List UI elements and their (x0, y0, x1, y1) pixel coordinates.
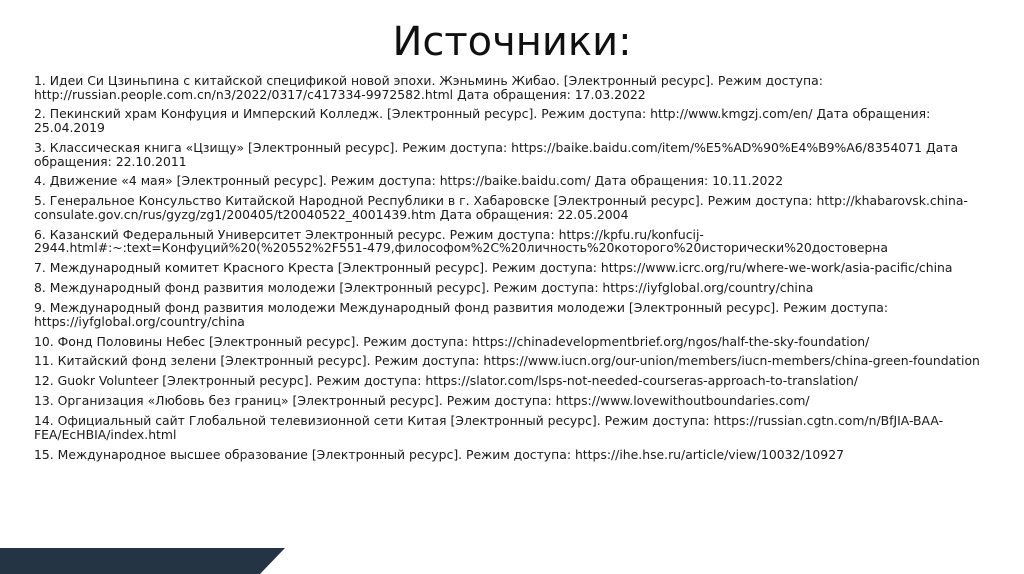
reference-item-12: 12. Guokr Volunteer [Электронный ресурс]. Режим доступа: https://slator.com/lsps-not-needed-courseras-approach-to-translation/ (34, 373, 859, 389)
reference-item-10: 10. Фонд Половины Небес [Электронный ресурс]. Режим доступа: https://chinadevelopmentbrief.org/ngos/half-the-sky-foundation/ (34, 333, 870, 349)
reference-item-5: 5. Генеральное Консульство Китайской Народной Республики в г. Хабаровске [Электронный ресурс]. Режим доступа: http://khabarovsk.china-consulate.gov.cn/rus/gyzg/zg1/200405/t20040522_4001439.htm Дата обращения: 22.05.2004 (34, 193, 968, 222)
corner-accent-shape (0, 548, 285, 574)
reference-item-7: 7. Международный комитет Красного Креста [Электронный ресурс]. Режим доступа: https://www.icrc.org/ru/where-we-work/asia-pacific/china (34, 260, 953, 276)
reference-item-13: 13. Организация «Любовь без границ» [Электронный ресурс]. Режим доступа: https://www.lovewithoutboundaries.com/ (34, 393, 810, 409)
slide-title: Источники: (392, 19, 632, 65)
reference-item-4: 4. Движение «4 мая» [Электронный ресурс]. Режим доступа: https://baike.baidu.com/ Дата обращения: 10.11.2022 (34, 173, 784, 189)
reference-item-15: 15. Международное высшее образование [Электронный ресурс]. Режим доступа: https://ihe.hse.ru/article/view/10032/10927 (34, 446, 844, 462)
reference-item-6: 6. Казанский Федеральный Университет Электронный ресурс. Режим доступа: https://kpfu.ru/konfucij-2944.html#:~:text=Конфуций%20(%20552%2F551-479,философом%2C%20личность%20которого%20исторически%20достоверна (34, 226, 889, 256)
reference-item-14: 14. Официальный сайт Глобальной телевизионной сети Китая [Электронный ресурс]. Режим доступа: https://russian.cgtn.com/n/BfJIA-BAA-FEA/EcHBIA/index.html (34, 413, 944, 442)
reference-item-3: 3. Классическая книга «Цзищу» [Электронный ресурс]. Режим доступа: https://baike.baidu.com/item/%E5%AD%90%E4%B9%A6/8354071 Дата обращения: 22.10.2011 (34, 139, 959, 169)
reference-item-2: 2. Пекинский храм Конфуция и Имперский Колледж. [Электронный ресурс]. Режим доступа: http://www.kmgzj.com/en/ Дата обращения: 25.04.2019 (34, 106, 931, 136)
reference-item-11: 11. Китайский фонд зелени [Электронный ресурс]. Режим доступа: https://www.iucn.org/our-union/members/iucn-members/china-green-foundation (34, 353, 980, 369)
reference-list (34, 74, 1004, 468)
reference-item-9: 9. Международный фонд развития молодежи Международный фонд развития молодежи [Электронный ресурс]. Режим доступа: https://iyfglobal.org/country/china (34, 300, 889, 329)
reference-item-1: 1. Идеи Си Цзиньпина с китайской спецификой новой эпохи. Жэньминь Жибао. [Электронный ресурс]. Режим доступа: http://russian.people.com.cn/n3/2022/0317/c417334-9972582.html Дата обращения: 17.03.2022 (34, 73, 823, 102)
reference-item-8: 8. Международный фонд развития молодежи [Электронный ресурс]. Режим доступа: https://iyfglobal.org/country/china (34, 280, 814, 296)
corner-accent-polygon (0, 548, 285, 574)
